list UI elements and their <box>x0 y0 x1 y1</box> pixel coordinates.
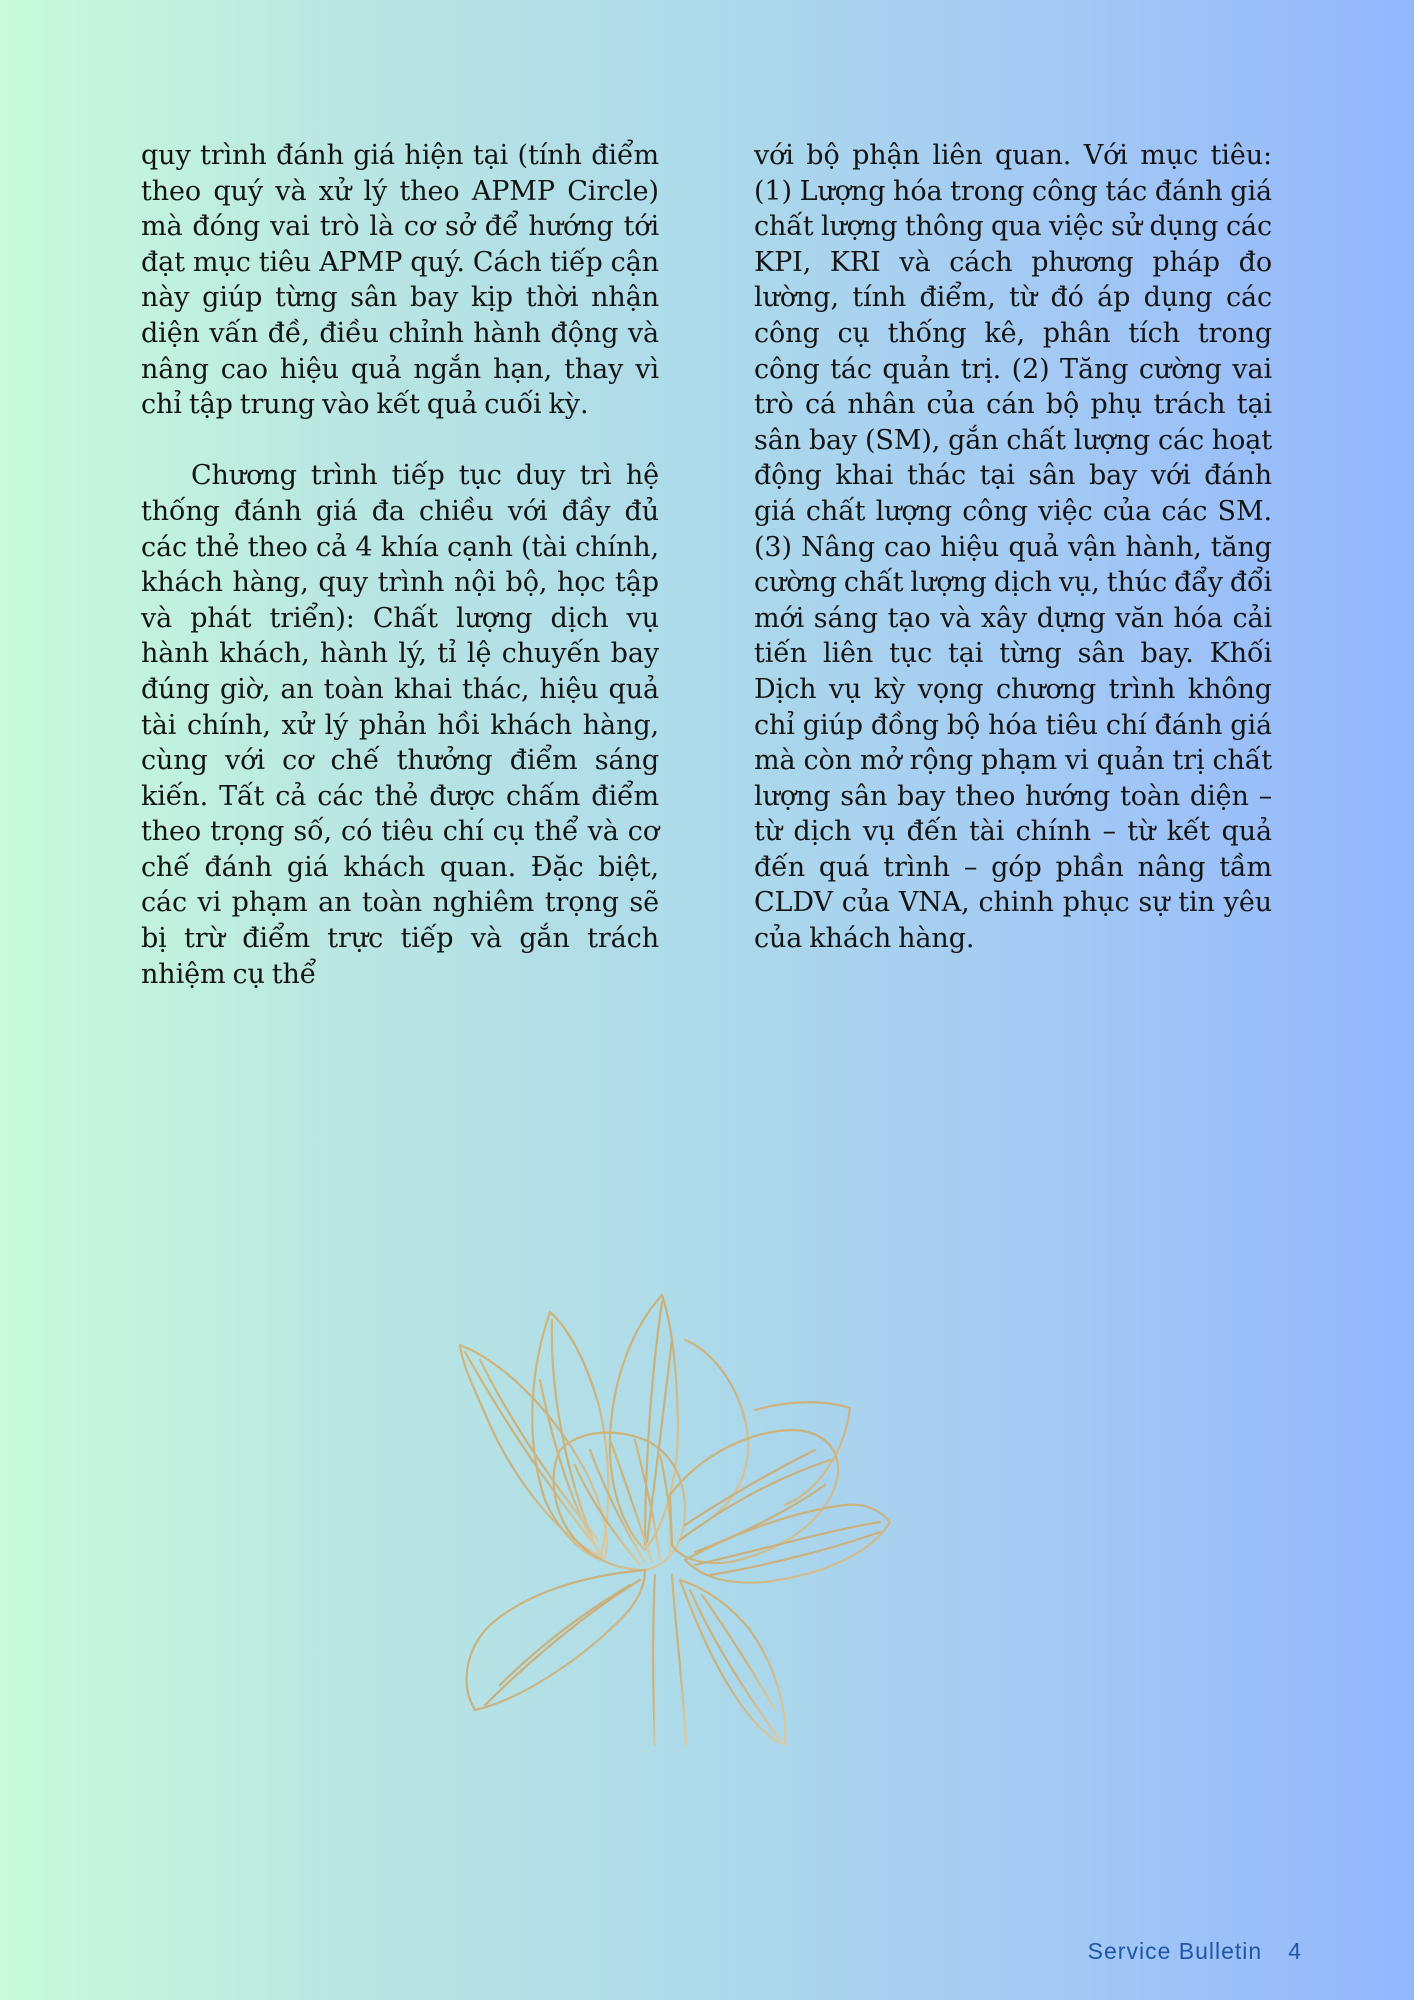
paragraph-continued: quy trình đánh giá hiện tại (tính điểm theo quý và xử lý theo APMP Circle) mà đóng vai trò là cơ sở để hướng tới đạt mục tiêu APMP quý. Cách tiếp cận này giúp từng sân bay kịp thời nhận diện vấn đề, điều chỉnh hành động và nâng cao hiệu quả ngắn hạn, thay vì chỉ tập trung vào kết quả cuối kỳ. <box>141 140 659 421</box>
article-column-left <box>141 138 659 992</box>
paragraph-spacer <box>141 423 659 459</box>
paragraph-program: Chương trình tiếp tục duy trì hệ thống đánh giá đa chiều với đầy đủ các thẻ theo cả 4 khía cạnh (tài chính, khách hàng, quy trình nội bộ, học tập và phát triển): Chất lượng dịch vụ hành khách, hành lý, tỉ lệ chuyến bay đúng giờ, an toàn khai thác, hiệu quả tài chính, xử lý phản hồi khách hàng, cùng với cơ chế thưởng điểm sáng kiến. Tất cả các thẻ được chấm điểm theo trọng số, có tiêu chí cụ thể và cơ chế đánh giá khách quan. Đặc biệt, các vi phạm an toàn nghiêm trọng sẽ bị trừ điểm trực tiếp và gắn trách nhiệm cụ thể <box>141 460 659 990</box>
article-column-right <box>754 138 1272 957</box>
publication-name: Service Bulletin <box>1087 1938 1263 1964</box>
paragraph-objectives: với bộ phận liên quan. Với mục tiêu: (1) Lượng hóa trong công tác đánh giá chất lượng thông qua việc sử dụng các KPI, KRI và cách phương pháp đo lường, tính điểm, từ đó áp dụng các công cụ thống kê, phân tích trong công tác quản trị. (2) Tăng cường vai trò cá nhân của cán bộ phụ trách tại sân bay (SM), gắn chất lượng các hoạt động khai thác tại sân bay với đánh giá chất lượng công việc của các SM. (3) Nâng cao hiệu quả vận hành, tăng cường chất lượng dịch vụ, thúc đẩy đổi mới sáng tạo và xây dựng văn hóa cải tiến liên tục tại từng sân bay. Khối Dịch vụ kỳ vọng chương trình không chỉ giúp đồng bộ hóa tiêu chí đánh giá mà còn mở rộng phạm vi quản trị chất lượng sân bay theo hướng toàn diện – từ dịch vụ đến tài chính – từ kết quả đến quá trình – góp phần nâng tầm CLDV của VNA, chinh phục sự tin yêu của khách hàng. <box>754 140 1273 955</box>
lotus-illustration-icon <box>440 1290 980 1760</box>
page-footer <box>1088 1938 1302 1965</box>
page-number: 4 <box>1288 1938 1302 1964</box>
